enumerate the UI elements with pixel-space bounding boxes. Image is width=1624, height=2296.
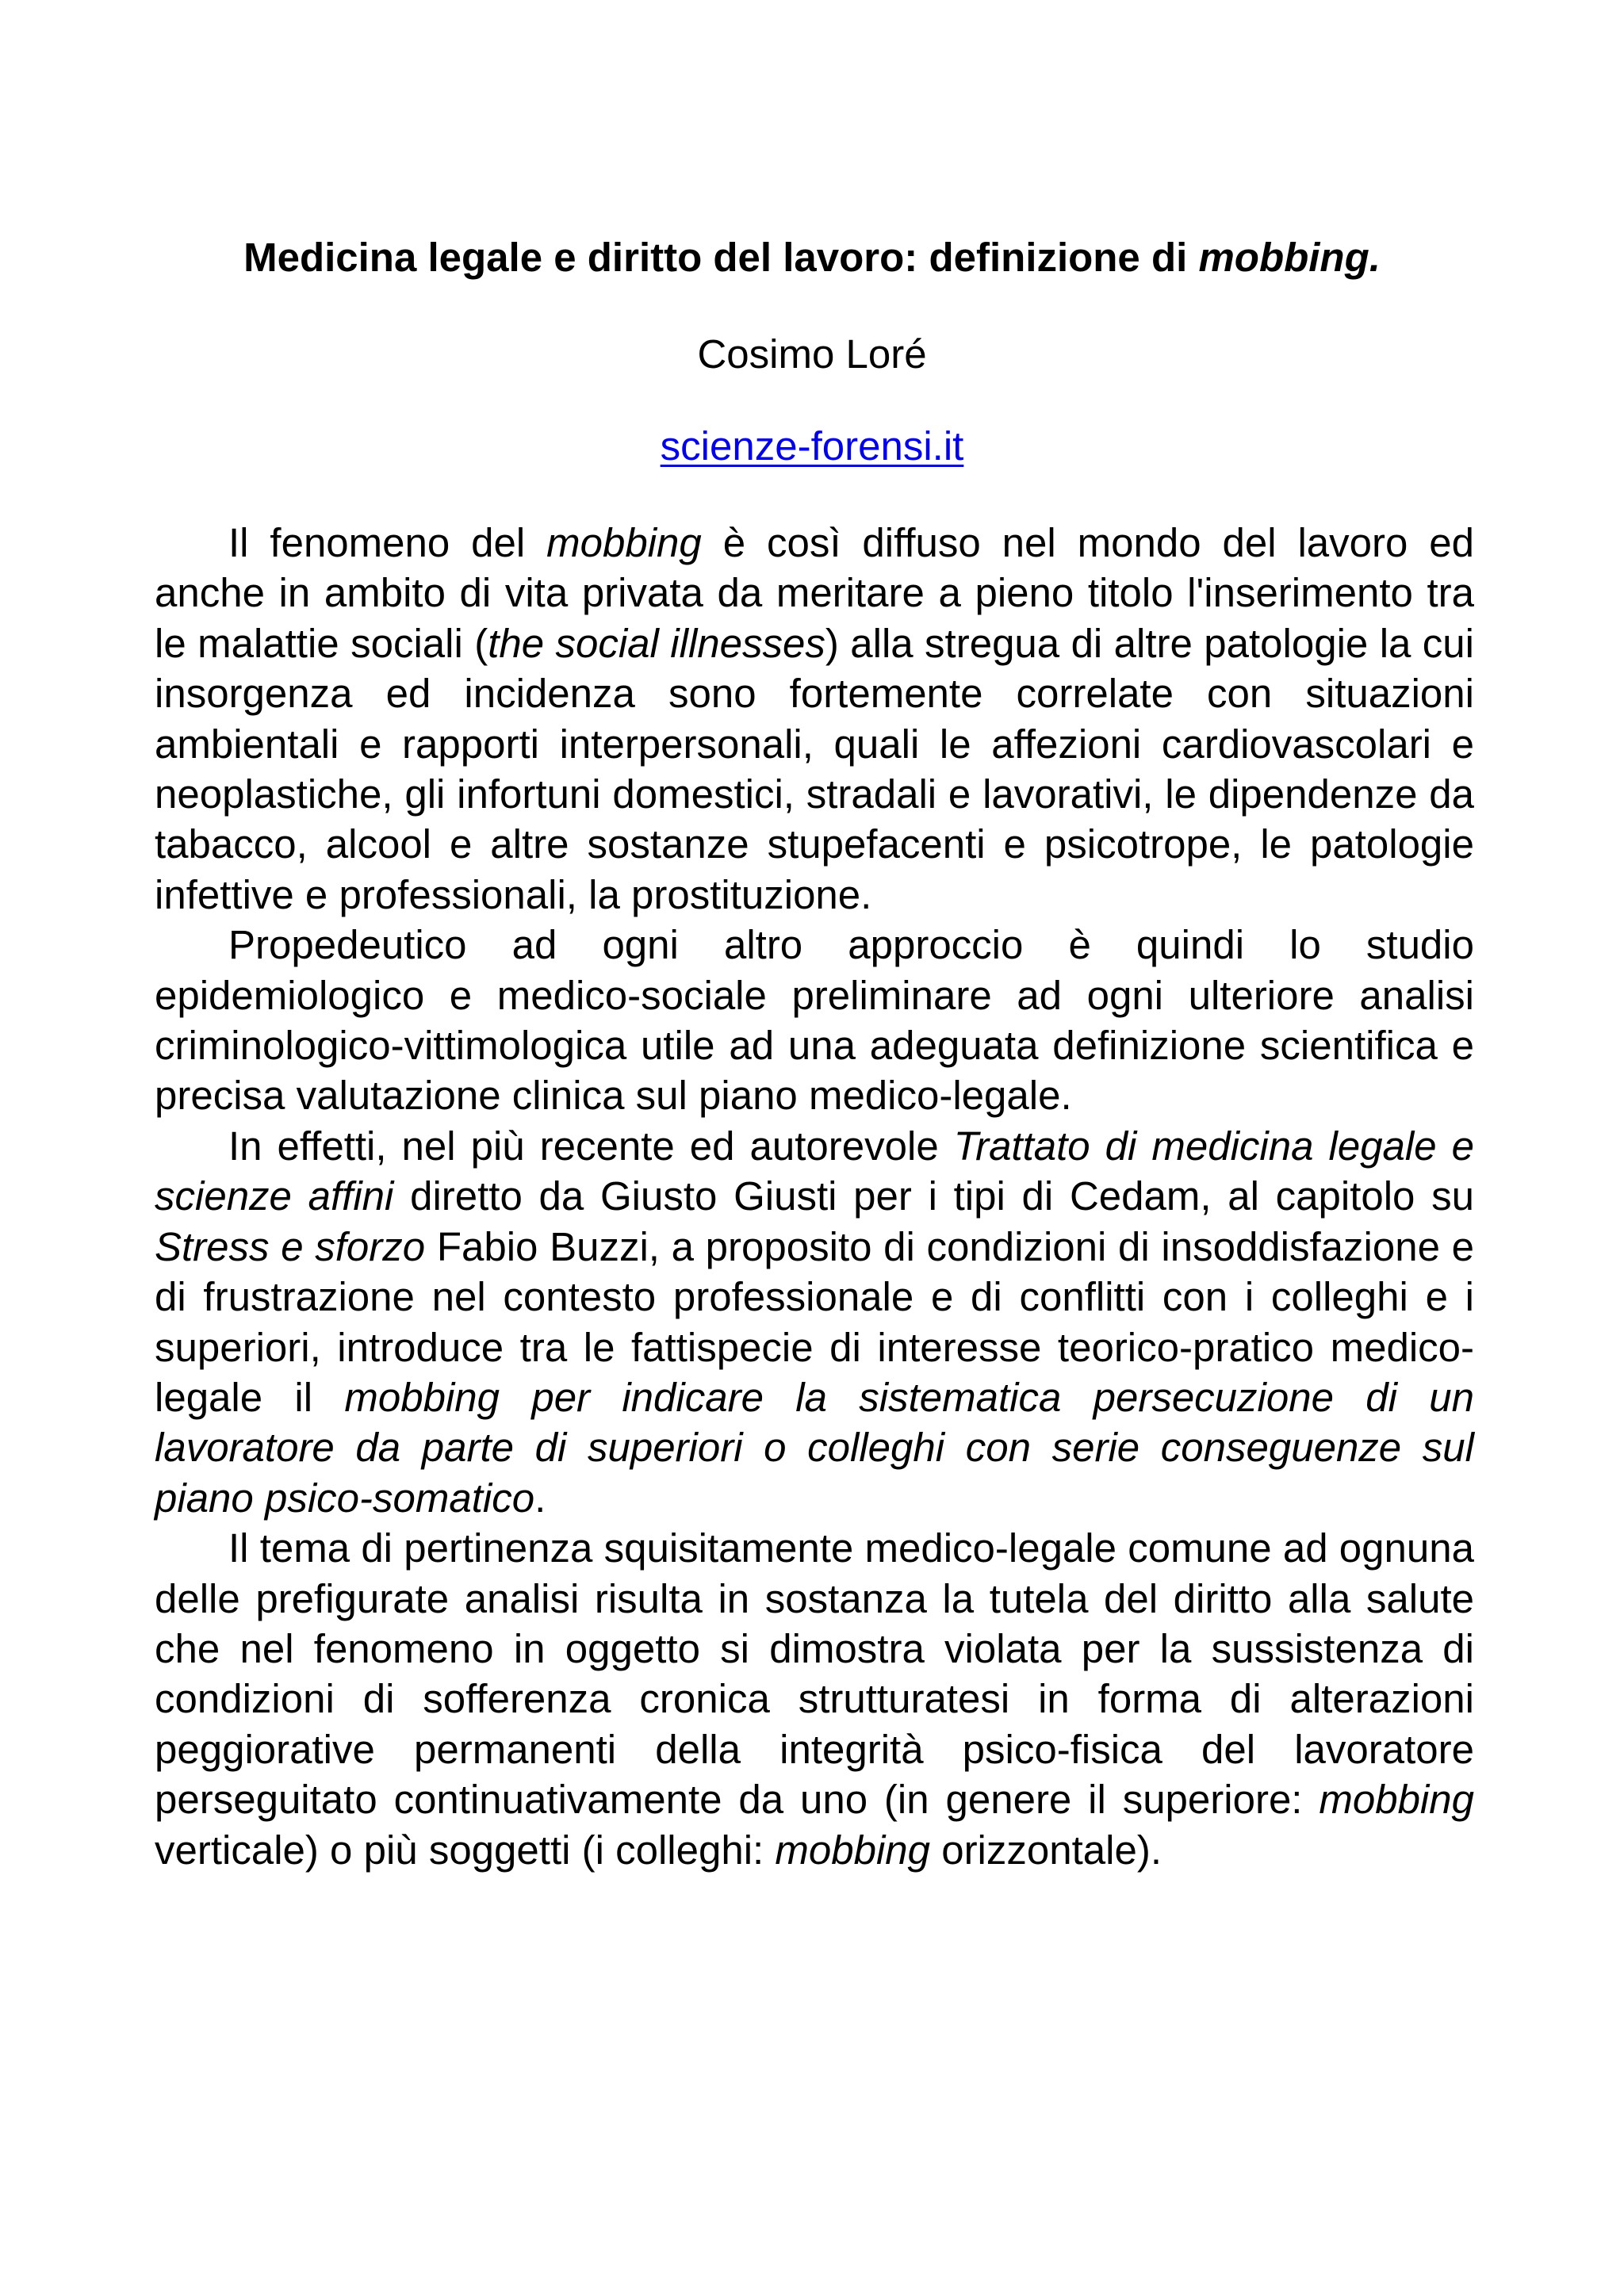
paragraph-3-text-g: . [534, 1475, 546, 1521]
paragraph-3-text-a: In effetti, nel più recente ed autorevole [228, 1123, 954, 1169]
paragraph-1-text-e: ) alla stregua di altre patologie la cui insorgenza ed incidenza sono fortemente correlate con situazioni ambientali e rapporti interpersonali, quali le affezioni cardiovascolari e neoplastiche, gli infortuni domestici, stradali e lavorativi, le dipendenze da tabacco, alcool e altre sostanze stupefacenti e psicotrope, le patologie infettive e professionali, la prostituzione. [155, 620, 1474, 917]
title-text: Medicina legale e diritto del lavoro: definizione di [243, 235, 1199, 280]
paragraph-1-italic-social-illnesses: the social illnesses [488, 620, 825, 666]
paragraph-4-text-a: Il tema di pertinenza squisitamente medico-legale comune ad ognuna delle prefigurate analisi risulta in sostanza la tutela del diritto alla salute che nel fenomeno in oggetto si dimostra violata per la sussistenza di condizioni di sofferenza cronica strutturatesi in forma di alterazioni peggiorative permanenti della integrità psico-fisica del lavoratore perseguitato continuativamente da uno (in genere il superiore: [155, 1525, 1474, 1823]
site-link-line [0, 419, 1624, 474]
paragraph-3-italic-definition: mobbing per indicare la sistematica persecuzione di un lavoratore da parte di superiori o colleghi con serie conseguenze sul piano psico-somatico [155, 1374, 1474, 1521]
paragraph-1-italic-mobbing: mobbing [546, 520, 702, 565]
paragraph-1 [155, 518, 1474, 920]
site-link[interactable]: scienze-forensi.it [660, 423, 964, 469]
author-name: Cosimo Loré [697, 331, 927, 377]
paragraph-3-italic-stress: Stress e sforzo [155, 1223, 426, 1269]
paragraph-3-text-c: diretto da Giusto Giusti per i tipi di Cedam, al capitolo su [393, 1173, 1474, 1219]
page-title [0, 230, 1624, 285]
paragraph-4-text-e: orizzontale). [930, 1827, 1162, 1873]
paragraph-4-italic-mobbing-1: mobbing [1319, 1777, 1474, 1823]
paragraph-3-italic-trattato: Trattato di medicina legale e scienze affini [155, 1123, 1474, 1219]
paragraph-1-text-c: è così diffuso nel mondo del lavoro ed anche in ambito di vita privata da meritare a pieno titolo l'inserimento tra le malattie sociali ( [155, 520, 1475, 666]
title-italic-term: mobbing. [1198, 235, 1381, 280]
paragraph-2 [155, 920, 1474, 1121]
paragraph-4-text-c: verticale) o più soggetti (i colleghi: [155, 1827, 776, 1873]
paragraph-4 [155, 1523, 1474, 1875]
paragraph-2-text: Propedeutico ad ogni altro approccio è quindi lo studio epidemiologico e medico-sociale preliminare ad ogni ulteriore analisi criminologico-vittimologica utile ad una adeguata definizione scientifica e precisa valutazione clinica sul piano medico-legale. [155, 922, 1474, 1119]
paragraph-3-text-e: Fabio Buzzi, a proposito di condizioni di insoddisfazione e di frustrazione nel contesto professionale e di conflitti con i colleghi e i superiori, introduce tra le fattispecie di interesse teorico-pratico medico-legale il [155, 1223, 1474, 1420]
article-body [155, 518, 1474, 1875]
paragraph-1-text-a: Il fenomeno del [228, 520, 547, 565]
paragraph-4-italic-mobbing-2: mobbing [775, 1827, 931, 1873]
paragraph-3 [155, 1121, 1474, 1523]
